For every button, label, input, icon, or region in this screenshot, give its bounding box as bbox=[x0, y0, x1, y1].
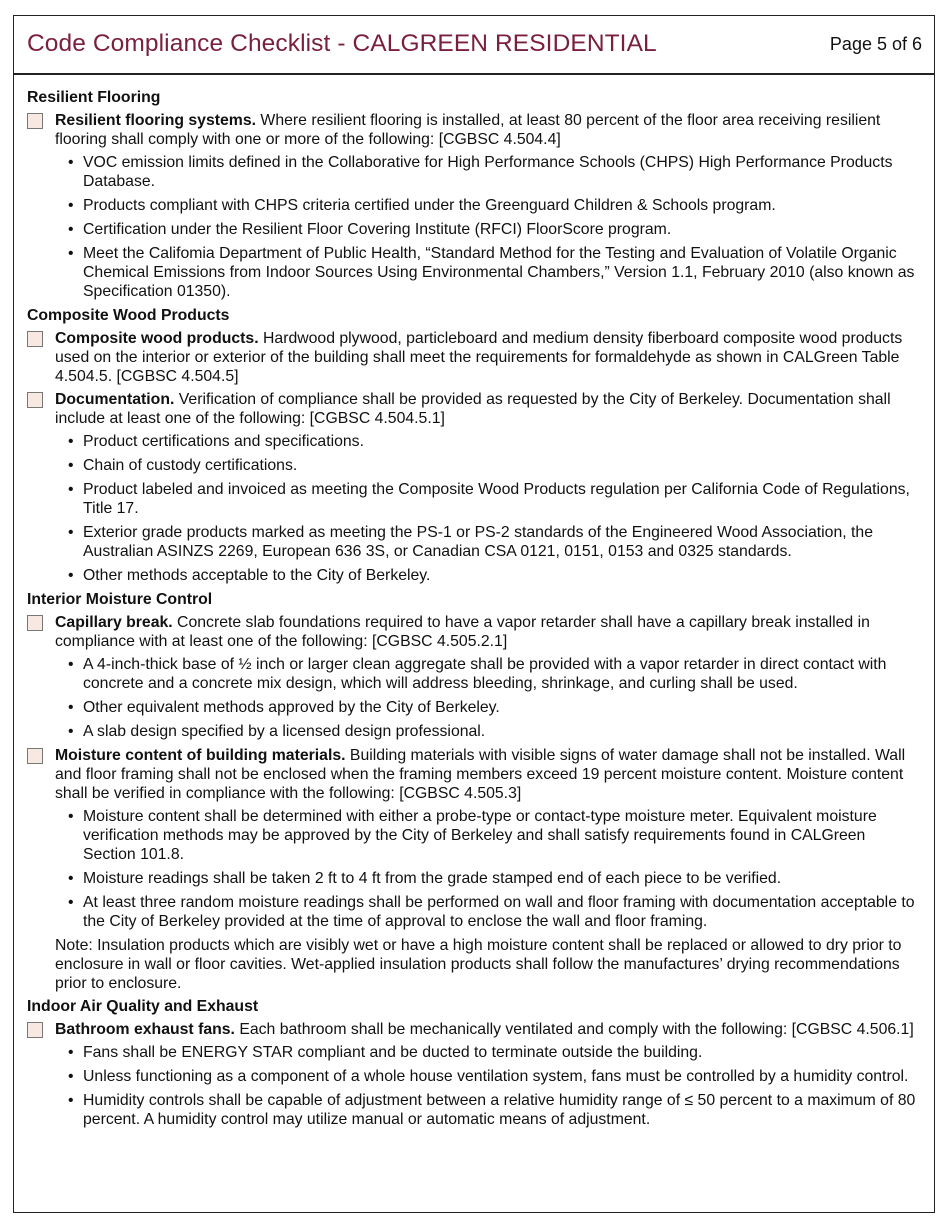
bullet-icon: • bbox=[68, 154, 74, 171]
bullet-text: Fans shall be ENERGY STAR compliant and be ducted to terminate outside the building. bbox=[83, 1044, 703, 1061]
bullet-icon: • bbox=[68, 894, 74, 911]
checklist-page bbox=[13, 15, 935, 1213]
checklist-item bbox=[27, 390, 920, 428]
checklist-item bbox=[27, 111, 920, 149]
list-item bbox=[68, 432, 920, 451]
list-item bbox=[68, 1091, 920, 1129]
item-text: Hardwood plywood, particleboard and medium density fiberboard composite wood products used on the interior or exterior of the building shall meet the requirements for formaldehyde as shown in CALGreen Table 4.504.5. [CGBSC 4.504.5] bbox=[55, 330, 903, 385]
bullet-text: Certification under the Resilient Floor Covering Institute (RFCI) FloorScore program. bbox=[83, 221, 672, 238]
list-item bbox=[68, 893, 920, 931]
bullet-list bbox=[27, 153, 920, 301]
list-item bbox=[68, 196, 920, 215]
checkbox[interactable] bbox=[27, 748, 43, 764]
bullet-icon: • bbox=[68, 197, 74, 214]
bullet-text: Moisture readings shall be taken 2 ft to 4 ft from the grade stamped end of each piece to be verified. bbox=[83, 870, 782, 887]
item-title: Composite wood products. bbox=[55, 330, 259, 347]
bullet-text: Product certifications and specifications. bbox=[83, 433, 364, 450]
bullet-icon: • bbox=[68, 808, 74, 825]
item-text: Each bathroom shall be mechanically ventilated and comply with the following: [CGBSC 4.506.1] bbox=[234, 1021, 914, 1038]
item-title: Moisture content of building materials. bbox=[55, 747, 346, 764]
page-number: Page 5 of 6 bbox=[829, 34, 922, 54]
checklist-item bbox=[27, 746, 920, 803]
item-text: Where resilient flooring is installed, at least 80 percent of the floor area receiving resilient flooring shall comply with one or more of the following: [CGBSC 4.504.4] bbox=[55, 112, 881, 148]
bullet-text: Exterior grade products marked as meeting the PS-1 or PS-2 standards of the Engineered Wood Association, the Australian ASINZS 2269, European 636 3S, or Canadian CSA 0121, 0151, 0153 and 0325 standards. bbox=[83, 524, 873, 560]
bullet-icon: • bbox=[68, 524, 74, 541]
bullet-icon: • bbox=[68, 457, 74, 474]
note-text: Note: Insulation products which are visibly wet or have a high moisture content shall be replaced or allowed to dry prior to enclosure in wall or floor cavities. Wet-applied insulation products shall follow the manufactures’ drying recommendations prior to enclosure. bbox=[55, 937, 902, 992]
list-item bbox=[68, 480, 920, 518]
checkbox[interactable] bbox=[27, 1022, 43, 1038]
item-text: Verification of compliance shall be provided as requested by the City of Berkeley. Documentation shall include at least one of the following: [CGBSC 4.504.5.1] bbox=[55, 391, 891, 427]
bullet-text: Moisture content shall be determined with either a probe-type or contact-type moisture meter. Equivalent moisture verification methods may be approved by the City of Berkeley and shall satisfy requirements found in CALGreen Section 101.8. bbox=[83, 808, 877, 863]
bullet-icon: • bbox=[68, 656, 74, 673]
bullet-icon: • bbox=[68, 1068, 74, 1085]
list-item bbox=[68, 153, 920, 191]
list-item bbox=[68, 456, 920, 475]
checklist-content bbox=[14, 75, 934, 1129]
list-item bbox=[68, 807, 920, 864]
bullet-icon: • bbox=[68, 567, 74, 584]
bullet-icon: • bbox=[68, 245, 74, 262]
list-item bbox=[68, 722, 920, 741]
list-item bbox=[68, 523, 920, 561]
item-text: Building materials with visible signs of water damage shall not be installed. Wall and floor framing shall not be enclosed when the framing members exceed 19 percent moisture content. Moisture content shall be verified in compliance with the following: [CGBSC 4.505.3] bbox=[55, 747, 906, 802]
bullet-list bbox=[27, 1043, 920, 1129]
bullet-text: Humidity controls shall be capable of adjustment between a relative humidity range of ≤ 50 percent to a maximum of 80 percent. A humidity control may utilize manual or automatic means of adjustment. bbox=[83, 1092, 916, 1128]
list-item bbox=[68, 220, 920, 239]
section-title: Indoor Air Quality and Exhaust bbox=[27, 998, 259, 1015]
bullet-text: Other equivalent methods approved by the City of Berkeley. bbox=[83, 699, 500, 716]
list-item bbox=[68, 566, 920, 585]
checkbox[interactable] bbox=[27, 615, 43, 631]
bullet-icon: • bbox=[68, 481, 74, 498]
bullet-icon: • bbox=[68, 433, 74, 450]
list-item bbox=[68, 698, 920, 717]
list-item bbox=[68, 655, 920, 693]
list-item bbox=[68, 1043, 920, 1062]
section-title: Composite Wood Products bbox=[27, 307, 230, 324]
bullet-list bbox=[27, 655, 920, 741]
checkbox[interactable] bbox=[27, 113, 43, 129]
bullet-icon: • bbox=[68, 221, 74, 238]
item-title: Resilient flooring systems. bbox=[55, 112, 257, 129]
bullet-text: At least three random moisture readings shall be performed on wall and floor framing with documentation acceptable to the City of Berkeley provided at the time of approval to enclose the wall and floor framing. bbox=[83, 894, 915, 930]
bullet-text: Meet the Califomia Department of Public Health, “Standard Method for the Testing and Evaluation of Volatile Organic Chemical Emissions from Indoor Sources Using Environmental Chambers,” Version 1.1, February 2010 (also known as Specification 01350). bbox=[83, 245, 915, 300]
bullet-text: A slab design specified by a licensed design professional. bbox=[83, 723, 486, 740]
bullet-list bbox=[27, 432, 920, 585]
bullet-text: A 4-inch-thick base of ½ inch or larger clean aggregate shall be provided with a vapor retarder in direct contact with concrete and a concrete mix design, which will address bleeding, shrinkage, and curling shall be used. bbox=[83, 656, 887, 692]
item-text: Concrete slab foundations required to have a vapor retarder shall have a capillary break installed in compliance with at least one of the following: [CGBSC 4.505.2.1] bbox=[55, 614, 870, 650]
bullet-text: Chain of custody certifications. bbox=[83, 457, 298, 474]
bullet-icon: • bbox=[68, 699, 74, 716]
item-title: Bathroom exhaust fans. bbox=[55, 1021, 235, 1038]
checklist-item bbox=[27, 613, 920, 651]
bullet-list bbox=[27, 807, 920, 931]
bullet-icon: • bbox=[68, 1044, 74, 1061]
checklist-item bbox=[27, 1020, 920, 1039]
section-title: Resilient Flooring bbox=[27, 89, 161, 106]
page-header bbox=[14, 16, 934, 75]
bullet-text: VOC emission limits defined in the Collaborative for High Performance Schools (CHPS) High Performance Products Database. bbox=[83, 154, 893, 190]
section-title: Interior Moisture Control bbox=[27, 591, 213, 608]
bullet-icon: • bbox=[68, 1092, 74, 1109]
list-item bbox=[68, 869, 920, 888]
bullet-text: Products compliant with CHPS criteria certified under the Greenguard Children & Schools program. bbox=[83, 197, 776, 214]
page-title: Code Compliance Checklist - CALGREEN RESIDENTIAL bbox=[27, 30, 657, 57]
checklist-item bbox=[27, 329, 920, 386]
item-title: Documentation. bbox=[55, 391, 175, 408]
bullet-icon: • bbox=[68, 723, 74, 740]
item-title: Capillary break. bbox=[55, 614, 173, 631]
list-item bbox=[68, 1067, 920, 1086]
bullet-icon: • bbox=[68, 870, 74, 887]
checkbox[interactable] bbox=[27, 331, 43, 347]
bullet-text: Product labeled and invoiced as meeting the Composite Wood Products regulation per California Code of Regulations, Title 17. bbox=[83, 481, 910, 517]
list-item bbox=[68, 244, 920, 301]
bullet-text: Other methods acceptable to the City of Berkeley. bbox=[83, 567, 431, 584]
checkbox[interactable] bbox=[27, 392, 43, 408]
bullet-text: Unless functioning as a component of a whole house ventilation system, fans must be controlled by a humidity control. bbox=[83, 1068, 909, 1085]
